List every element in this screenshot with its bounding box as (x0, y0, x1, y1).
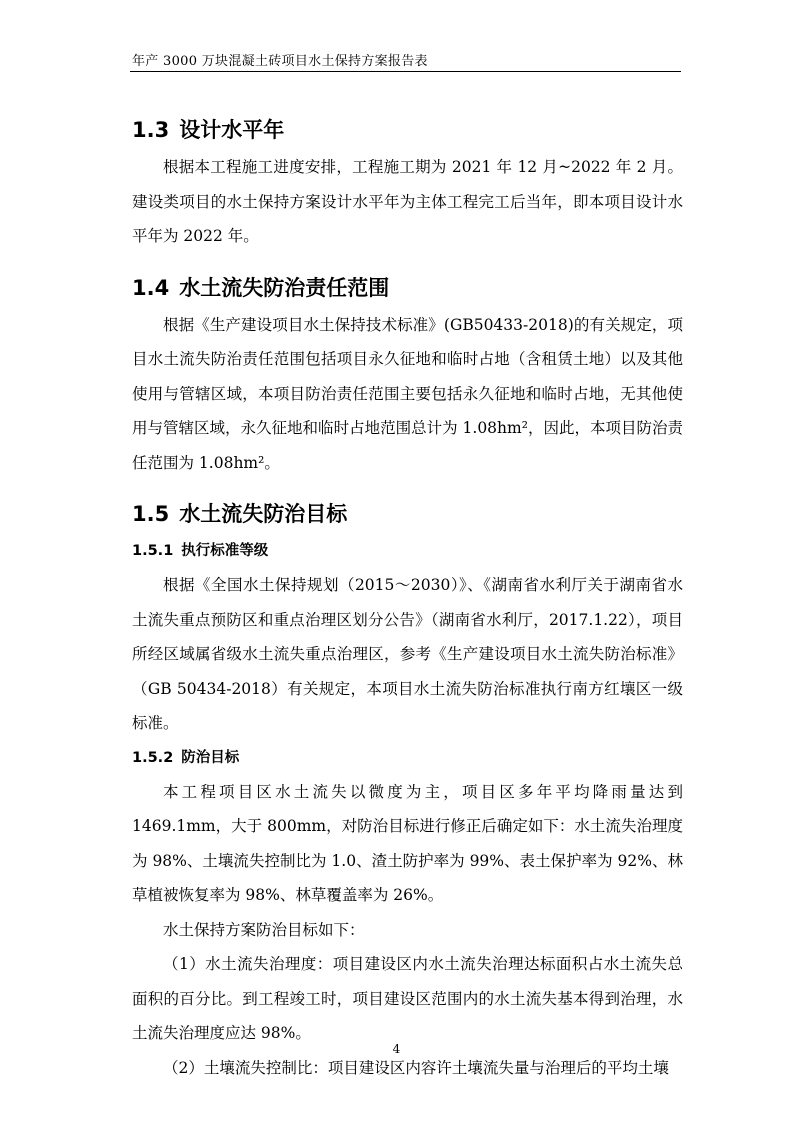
subsection-heading-1-5-2 (132, 743, 683, 773)
section-heading-1-5 (132, 494, 683, 534)
section-title: 水土流失防治责任范围 (179, 275, 390, 300)
section-title: 设计水平年 (179, 118, 285, 142)
paragraph-targets-summary: 本工程项目区水土流失以微度为主，项目区多年平均降雨量达到 1469.1mm，大于 800mm，对防治目标进行修正后确定如下：水土流失治理度为 98%、土壤流失控制比为 1.0、渣土防护率为 99%、表土保护率为 92%、林草植被恢复率为 98%、林草覆盖率为 26%。 (132, 782, 683, 904)
section-heading-1-4 (132, 268, 683, 308)
paragraph-design-year: 根据本工程施工进度安排，工程施工期为 2021 年 12 月~2022 年 2 月。建设类项目的水土保持方案设计水平年为主体工程完工后当年，即本项目设计水平年为 2022 年。 (132, 158, 683, 245)
subsection-title: 执行标准等级 (181, 543, 269, 559)
page-number: 4 (392, 1042, 401, 1056)
paragraph-responsibility-scope: 根据《生产建设项目水土保持技术标准》(GB50433-2018)的有关规定，项目水土流失防治责任范围包括项目永久征地和临时占地（含租赁土地）以及其他使用与管辖区域，本项目防治责任范围主要包括永久征地和临时占地，无其他使用与管辖区域，永久征地和临时占地范围总计为 1.08hm²，因此，本项目防治责任范围为 1.08hm²。 (132, 315, 683, 472)
section-number: 1.5 (132, 502, 170, 526)
subsection-number: 1.5.1 (132, 543, 174, 559)
section-title: 水土流失防治目标 (179, 502, 348, 526)
section-number: 1.4 (132, 275, 170, 300)
subsection-title: 防治目标 (181, 749, 240, 766)
paragraph-target-item-1: （1）水土流失治理度：项目建设区内水土流失治理达标面积占水土流失总面积的百分比。到工程竣工时，项目建设区范围内的水土流失基本得到治理，水土流失治理度应达 98%。 (132, 955, 683, 1042)
page-content (132, 110, 683, 1085)
running-header: 年产 3000 万块混凝土砖项目水土保持方案报告表 (132, 54, 428, 69)
paragraph-targets-intro: 水土保持方案防治目标如下： (163, 920, 365, 939)
subsection-number: 1.5.2 (132, 749, 174, 766)
header-rule (130, 71, 681, 72)
paragraph-standard-level: 根据《全国水土保持规划（2015～2030）》、《湖南省水利厅关于湖南省水土流失重点预防区和重点治理区划分公告》（湖南省水利厅，2017.1.22），项目所经区域属省级水土流失重点治理区，参考《生产建设项目水土流失防治标准》（GB 50434-2018）有关规定，本项目水土流失防治标准执行南方红壤区一级标准。 (132, 576, 683, 732)
section-heading-1-3 (132, 110, 683, 150)
subsection-heading-1-5-1 (132, 536, 683, 566)
section-number: 1.3 (132, 118, 170, 142)
paragraph-target-item-2: （2）土壤流失控制比：项目建设区内容许土壤流失量与治理后的平均土壤 (163, 1058, 669, 1077)
